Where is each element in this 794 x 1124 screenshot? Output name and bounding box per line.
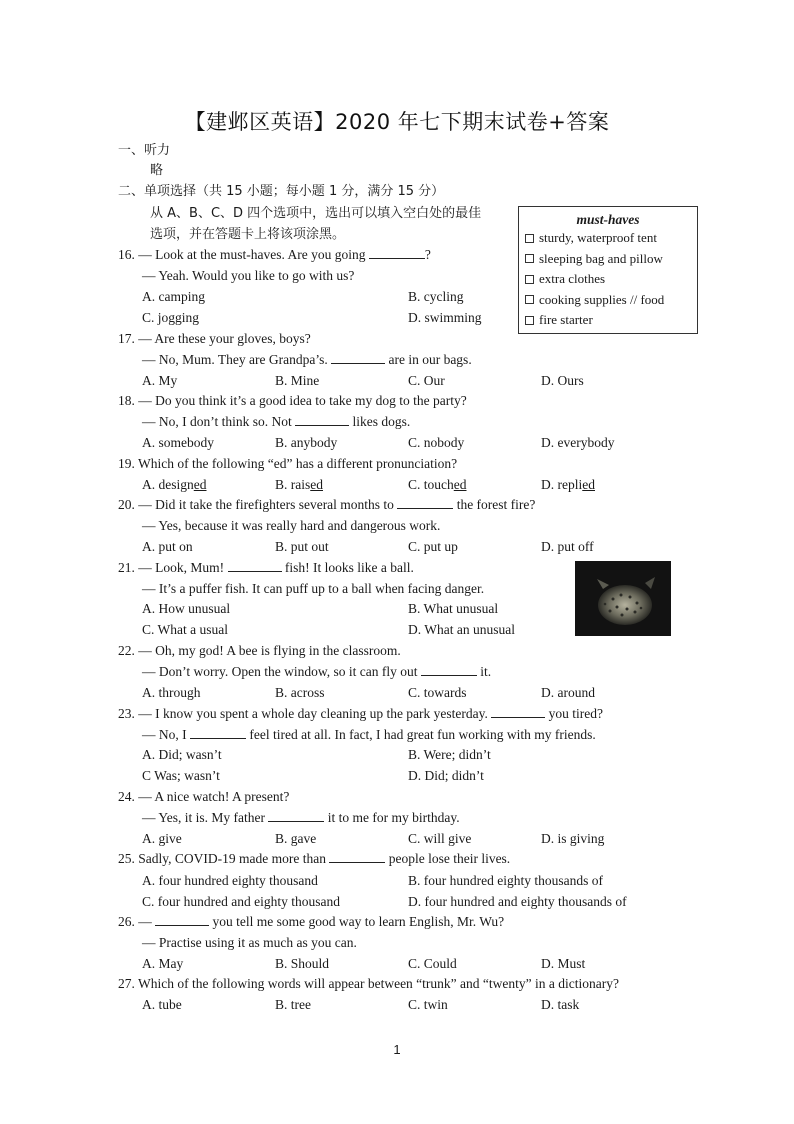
answer-blank xyxy=(491,705,545,718)
answer-blank xyxy=(369,246,425,259)
option-c: C. Could xyxy=(408,956,457,971)
answer-blank xyxy=(397,496,453,509)
question-text: feel tired at all. In fact, I had great fun working with my friends. xyxy=(246,727,596,742)
option-d: D. What an unusual xyxy=(408,622,515,637)
must-haves-box xyxy=(518,206,698,334)
option-d: D. around xyxy=(541,685,595,700)
option-b: B. gave xyxy=(275,831,317,846)
question-text: — Look at the must-haves. Are you going xyxy=(138,247,369,262)
question-text: — xyxy=(138,914,156,929)
option-b: B. four hundred eighty thousands of xyxy=(408,873,603,888)
question-27 xyxy=(118,975,619,993)
must-have-item xyxy=(519,228,697,249)
answer-blank xyxy=(329,850,385,863)
option-d: D. Did; didn’t xyxy=(408,768,484,783)
must-have-text: sturdy, waterproof tent xyxy=(539,230,657,245)
option-text: D. repli xyxy=(541,477,583,492)
question-text: — No, I xyxy=(142,727,190,742)
option-b: B. What unusual xyxy=(408,601,499,616)
option-a: A. Did; wasn’t xyxy=(142,747,222,762)
question-text: — No, I don’t think so. Not xyxy=(142,414,296,429)
question-number: 17. xyxy=(118,331,135,346)
option-d: D. Must xyxy=(541,956,586,971)
underlined-suffix: ed xyxy=(310,477,323,492)
answer-blank xyxy=(155,913,209,926)
question-text: the forest fire? xyxy=(453,497,536,512)
question-number: 20. xyxy=(118,497,135,512)
option-c: C. nobody xyxy=(408,435,465,450)
question-text: you tell me some good way to learn English, Mr. Wu? xyxy=(209,914,505,929)
option-b: B. across xyxy=(275,685,325,700)
question-number: 18. xyxy=(118,393,135,408)
option-d: D. put off xyxy=(541,539,594,554)
option-d: D. four hundred and eighty thousands of xyxy=(408,894,627,909)
question-number: 21. xyxy=(118,560,135,575)
question-text: it. xyxy=(476,664,492,679)
must-have-text: extra clothes xyxy=(539,271,606,287)
option-text: A. design xyxy=(142,477,194,492)
option-c: C. twin xyxy=(408,997,448,1012)
question-text: Sadly, COVID-19 made more than xyxy=(138,851,330,866)
answer-blank xyxy=(331,351,385,364)
option-b: B. Should xyxy=(275,956,330,971)
question-18 xyxy=(118,392,467,410)
section-2-instruction-cont: 选项，并在答题卡上将该项涂黑。 xyxy=(150,227,346,242)
question-number: 24. xyxy=(118,789,135,804)
option-b: B. Mine xyxy=(275,373,320,388)
question-20 xyxy=(118,496,535,514)
underlined-suffix: ed xyxy=(582,477,595,492)
option-b xyxy=(275,476,323,494)
question-text: ? xyxy=(424,247,431,262)
question-16-reply: — Yeah. Would you like to go with us? xyxy=(142,268,355,283)
option-c: C. Our xyxy=(408,373,445,388)
question-number: 22. xyxy=(118,643,135,658)
question-text: you tired? xyxy=(545,706,604,721)
checkbox-icon xyxy=(525,316,534,325)
option-d: D. is giving xyxy=(541,831,605,846)
question-number: 26. xyxy=(118,914,135,929)
question-20-reply: — Yes, because it was really hard and dangerous work. xyxy=(142,518,441,533)
must-haves-title: must-haves xyxy=(576,212,640,227)
checkbox-icon xyxy=(525,234,534,243)
question-17 xyxy=(118,330,311,348)
question-21-reply: — It’s a puffer fish. It can puff up to a ball when facing danger. xyxy=(142,581,485,596)
question-text: — Are these your gloves, boys? xyxy=(138,331,311,346)
option-text: C. touch xyxy=(408,477,454,492)
answer-blank xyxy=(228,559,282,572)
option-d: D. Ours xyxy=(541,373,584,388)
option-b: B. tree xyxy=(275,997,311,1012)
underlined-suffix: ed xyxy=(453,477,467,492)
question-text: — Did it take the firefighters several months to xyxy=(138,497,398,512)
option-c: C. will give xyxy=(408,831,472,846)
option-a: A. somebody xyxy=(142,435,214,450)
question-22 xyxy=(118,642,401,660)
must-have-text: cooking supplies // food xyxy=(539,291,665,307)
question-text: — I know you spent a whole day cleaning up the park yesterday. xyxy=(138,706,492,721)
question-26-reply: — Practise using it as much as you can. xyxy=(142,935,357,950)
puffer-fish-icon xyxy=(575,561,671,636)
question-text: — Do you think it’s a good idea to take my dog to the party? xyxy=(138,393,467,408)
question-24 xyxy=(118,788,289,806)
question-text: likes dogs. xyxy=(349,414,411,429)
question-text: people lose their lives. xyxy=(385,851,511,866)
section-2-instruction: 从 A、B、C、D 四个选项中，选出可以填入空白处的最佳 xyxy=(150,206,482,221)
option-b: B. put out xyxy=(275,539,329,554)
question-21 xyxy=(118,559,414,577)
option-a: A. put on xyxy=(142,539,193,554)
option-d: D. swimming xyxy=(408,310,482,325)
option-b: B. anybody xyxy=(275,435,338,450)
section-1-note: 略 xyxy=(150,163,164,178)
option-a: A. four hundred eighty thousand xyxy=(142,873,318,888)
question-text: — A nice watch! A present? xyxy=(138,789,290,804)
option-a: A. My xyxy=(142,373,178,388)
question-text: — Oh, my god! A bee is flying in the classroom. xyxy=(138,643,401,658)
option-c: C. four hundred and eighty thousand xyxy=(142,894,340,909)
question-text: — Yes, it is. My father xyxy=(142,810,269,825)
option-a: A. camping xyxy=(142,289,205,304)
must-have-item xyxy=(519,310,697,331)
answer-blank xyxy=(421,663,477,676)
option-c: C Was; wasn’t xyxy=(142,768,220,783)
option-a: A. tube xyxy=(142,997,182,1012)
question-23-reply xyxy=(142,726,596,744)
question-18-reply xyxy=(142,413,410,431)
question-text: Which of the following words will appear between “trunk” and “twenty” in a dictionary? xyxy=(138,976,619,991)
question-24-reply xyxy=(142,809,460,827)
option-b: B. Were; didn’t xyxy=(408,747,491,762)
must-have-text: sleeping bag and pillow xyxy=(539,250,663,266)
option-c xyxy=(408,476,467,494)
option-c: C. What a usual xyxy=(142,622,228,637)
must-have-text: fire starter xyxy=(539,312,593,328)
puffer-fish-photo xyxy=(575,561,671,636)
option-a: A. How unusual xyxy=(142,601,231,616)
option-d: D. task xyxy=(541,997,580,1012)
must-have-item xyxy=(519,249,697,270)
must-have-item xyxy=(519,290,697,311)
question-text: — No, Mum. They are Grandpa’s. xyxy=(142,352,332,367)
question-number: 16. xyxy=(118,247,135,262)
question-25 xyxy=(118,850,510,868)
question-number: 19. xyxy=(118,456,135,471)
question-23 xyxy=(118,705,603,723)
page-number: 1 xyxy=(393,1042,401,1057)
section-1-heading: 一、听力 xyxy=(118,143,171,158)
question-17-reply xyxy=(142,351,472,369)
question-number: 23. xyxy=(118,706,135,721)
option-a xyxy=(142,476,207,494)
option-text: B. rais xyxy=(275,477,311,492)
question-number: 25. xyxy=(118,851,135,866)
question-19 xyxy=(118,455,457,473)
checkbox-icon xyxy=(525,254,534,263)
answer-blank xyxy=(268,809,324,822)
question-22-reply xyxy=(142,663,491,681)
option-c: C. towards xyxy=(408,685,467,700)
checkbox-icon xyxy=(525,295,534,304)
option-c: C. jogging xyxy=(142,310,200,325)
option-a: A. May xyxy=(142,956,184,971)
checkbox-icon xyxy=(525,275,534,284)
question-text: — Look, Mum! xyxy=(138,560,228,575)
option-d xyxy=(541,476,595,494)
option-d: D. everybody xyxy=(541,435,615,450)
option-a: A. give xyxy=(142,831,182,846)
question-text: it to me for my birthday. xyxy=(324,810,460,825)
question-text: Which of the following “ed” has a different pronunciation? xyxy=(138,456,458,471)
answer-blank xyxy=(295,413,349,426)
question-text: fish! It looks like a ball. xyxy=(281,560,414,575)
underlined-suffix: ed xyxy=(193,477,207,492)
question-16 xyxy=(118,246,431,264)
question-26 xyxy=(118,913,504,931)
section-2-heading: 二、单项选择（共 15 小题；每小题 1 分，满分 15 分） xyxy=(118,184,445,199)
page-title: 【建邺区英语】2020 年七下期末试卷+答案 xyxy=(184,110,610,134)
question-text: — Don’t worry. Open the window, so it can fly out xyxy=(142,664,421,679)
option-a: A. through xyxy=(142,685,201,700)
option-c: C. put up xyxy=(408,539,458,554)
answer-blank xyxy=(190,726,246,739)
option-b: B. cycling xyxy=(408,289,464,304)
must-have-item xyxy=(519,269,697,290)
question-number: 27. xyxy=(118,976,135,991)
question-text: are in our bags. xyxy=(385,352,472,367)
